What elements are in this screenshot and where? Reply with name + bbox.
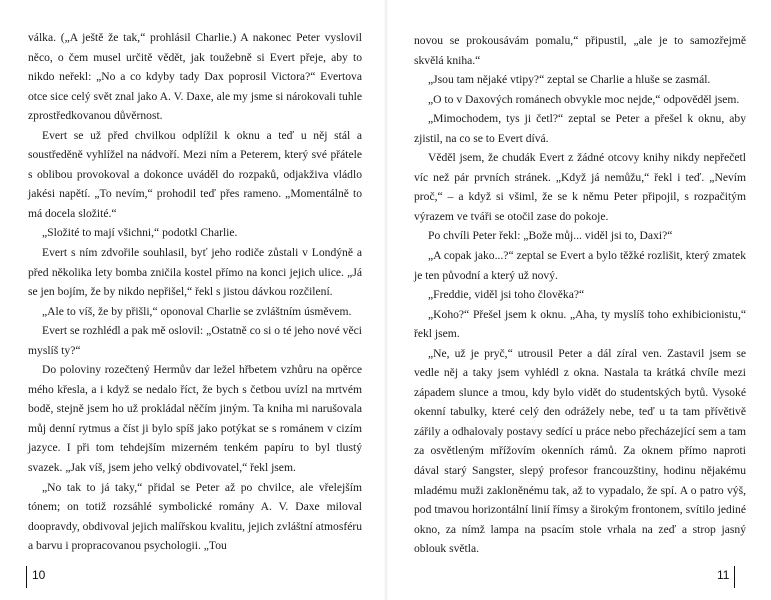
- paragraph: „Ale to víš, že by přišli,“ oponoval Charlie se zvláštním úsměvem.: [42, 304, 352, 318]
- page-number: 10: [32, 568, 46, 582]
- paragraph: novou se prokousávám pomalu,“ připustil, „ale je to samozřejmě skvělá kniha.“: [414, 34, 746, 67]
- paragraph: „A copak jako...?“ zeptal se Evert a bylo těžké rozlišit, který zmatek je ten původní a který už nový.: [414, 249, 746, 282]
- paragraph: „Složité to mají všichni,“ podotkl Charlie.: [42, 226, 238, 240]
- paragraph: „Jsou tam nějaké vtipy?“ zeptal se Charlie a hluše se zasmál.: [428, 73, 711, 87]
- paragraph: Evert s ním zdvořile souhlasil, byť jeho rodiče zůstali v Londýně a před několika lety bomba zničila kostel přímo na konci jejich ulice. „Já se jen bojím, že by nikdo nepřišel,“ řekl s jistou dávkou rozčilení.: [28, 246, 362, 299]
- right-page-text: [414, 31, 746, 559]
- paragraph: válka. („A ještě že tak,“ prohlásil Charlie.) A nakonec Peter vyslovil něco, o čem musel určitě vědět, jak toužebně si Evert přeje, aby to nikdo neřekl: „No a co kdyby tady Dax poprosil Victora?“ Evertova otce sice celý svět znal jako A. V. Daxe, ale my jsme si nárokovali tuhle zprostředkovanou důvěrnost.: [28, 31, 362, 123]
- paragraph: „Mimochodem, tys ji četl?“ zeptal se Peter a přešel k oknu, aby zjistil, na co se to Evert dívá.: [414, 112, 746, 145]
- paragraph: „No tak to já taky,“ přidal se Peter až po chvilce, ale vřelejším tónem; on totiž rozsáhlé symbolické romány A. V. Daxe miloval doopravdy, obdivoval jejich malířskou kvalitu, jejich zvláštní atmosféru a barvu i propracovanou psychologii. „Tou: [28, 480, 362, 553]
- page-number: 11: [717, 568, 730, 582]
- paragraph: „Koho?“ Přešel jsem k oknu. „Aha, ty myslíš toho exhibicionistu,“ řekl jsem.: [414, 307, 746, 341]
- paragraph: „Freddie, viděl jsi toho člověka?“: [428, 288, 585, 302]
- paragraph: „O to v Daxových románech obvykle moc nejde,“ odpověděl jsem.: [428, 92, 740, 106]
- folio-rule: [26, 566, 27, 588]
- paragraph: Věděl jsem, že chudák Evert z žádné otcovy knihy nikdy nepřečetl víc než pár prvních stránek. „Když já nemůžu,“ řekl i teď. „Nevím proč,“ – a když si všiml, že se k němu Peter připojil, s rozpačitým výrazem ve tváři se otočil zase do pokoje.: [414, 151, 746, 223]
- paragraph: Evert se rozhlédl a pak mě oslovil: „Ostatně co si o té jeho nové věci myslíš ty?“: [28, 324, 362, 357]
- paragraph: Do poloviny rozečtený Hermův dar ležel hřbetem vzhůru na opěrce mého křesla, a i když se nedalo říct, že bych s četbou uvízl na mrtvém bodě, stejně jsem ho už prokládal něčím jiným. Ta kniha mi narušovala můj denní rytmus a číst ji bylo spíš jako potýkat se s románem v cizím jazyce. I při tom tehdejším mizerném tenkém papíru to byl tlustý svazek. „Jak víš, jsem jeho velký obdivovatel,“ řekl jsem.: [28, 363, 362, 475]
- folio-rule: [734, 566, 735, 588]
- paragraph: Evert se už před chvilkou odplížil k oknu a teď u něj stál a soustředěně vyhlížel na nádvoří. Mezi ním a Peterem, který své přátele s oblibou provokoval a dokonce uváděl do rozpaků, odjakživa vládlo jakési napětí. „To nevím,“ prohodil teď přes rameno. „Momentálně to má docela složité.“: [28, 128, 362, 220]
- paragraph: „Ne, už je pryč,“ utrousil Peter a dál zíral ven. Zastavil jsem se vedle něj a taky jsem vyhlédl z okna. Nastala ta krátká chvíle mezi západem slunce a tmou, kdy bylo vidět do studentských bytů. Vysoké okenní tabulky, které celý den odrážely nebe, teď u ta tam přívětivě zářily a odhalovaly postavy sedící u práce nebo přecházející sem a tam za osvětleným mřížovím okenních rámů. Za oknem přímo naproti dával starý Sangster, slepý profesor francouzštiny, hodinu nějakému mladému muži zakloněnému tak, až to vypadalo, že spí. A o patro výš, pod tmavou horizontální linií římsy a širokým frontonem, svítilo jediné okno, za nímž lampa na psacím stole vrhala na zeď a strop jasný oblouk světla.: [414, 346, 746, 556]
- right-page: [386, 0, 771, 600]
- left-page-text: [28, 28, 362, 556]
- paragraph: Po chvíli Peter řekl: „Bože můj... viděl jsi to, Daxi?“: [428, 229, 673, 243]
